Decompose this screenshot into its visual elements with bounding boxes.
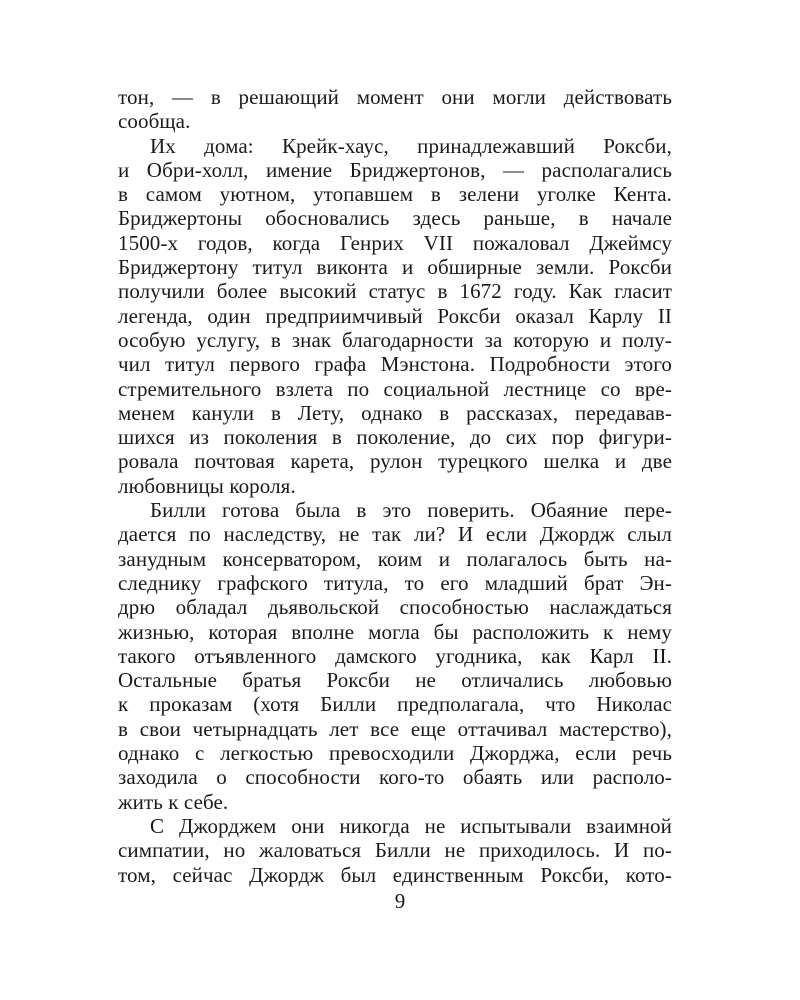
text-line: дрю обладал дьявольской способностью наслаждаться (118, 595, 672, 620)
paragraph (118, 134, 672, 498)
text-line: С Джорджем они никогда не испытывали взаимной (150, 813, 672, 838)
text-line: следнику графского титула, то его младший брат Эн- (118, 570, 672, 595)
text-line: ровала почтовая карета, рулон турецкого шелка и две (118, 449, 672, 474)
text-line: легенда, один предприимчивый Роксби оказал Карлу II (118, 303, 672, 328)
text-line: тон, — в решающий момент они могли действовать (118, 85, 672, 109)
paragraph (118, 814, 672, 887)
text-line: и Обри-холл, имение Бриджертонов, — располагались (118, 157, 672, 182)
page-body-text (118, 85, 672, 887)
text-line: жить к себе. (118, 789, 229, 814)
text-line: Бриджертону титул виконта и обширные земли. Роксби (118, 255, 672, 280)
text-line: к проказам (хотя Билли предполагала, что Николас (118, 692, 672, 717)
text-line: чил титул первого графа Мэнстона. Подробности этого (118, 352, 672, 377)
text-line: занудным консерватором, коим и полагалось быть на- (118, 546, 672, 571)
text-line: сообща. (118, 109, 191, 134)
text-line: Остальные братья Роксби не отличались любовью (118, 668, 672, 693)
text-line: заходила о способности кого-то обаять или располо- (118, 765, 672, 790)
text-line: 1500-х годов, когда Генрих VII пожаловал Джеймсу (118, 230, 672, 255)
text-line: Их дома: Крейк-хаус, принадлежавший Роксби, (150, 133, 672, 158)
text-line: однако с легкостью превосходили Джорджа, если речь (118, 741, 672, 766)
text-line: стремительного взлета по социальной лестнице со вре- (118, 376, 672, 401)
text-line: такого отъявленного дамского угодника, как Карл II. (118, 643, 672, 668)
text-line: том, сейчас Джордж был единственным Роксби, кото- (118, 862, 672, 887)
text-line: Бриджертоны обосновались здесь раньше, в начале (118, 206, 672, 231)
text-line: особую услугу, в знак благодарности за которую и полу- (118, 327, 672, 352)
text-line: в свои четырнадцать лет все еще оттачивал мастерство), (118, 716, 672, 741)
text-line: в самом уютном, утопавшем в зелени уголке Кента. (118, 182, 672, 207)
text-line: Билли готова была в это поверить. Обаяние пере- (150, 498, 672, 523)
text-line: менем канули в Лету, однако в рассказах, передавав- (118, 400, 672, 425)
text-line: любовницы короля. (118, 473, 296, 498)
text-line: шихся из поколения в поколение, до сих пор фигури- (118, 425, 672, 450)
paragraph (118, 85, 672, 134)
paragraph (118, 498, 672, 814)
text-line: симпатии, но жаловаться Билли не приходилось. И по- (118, 838, 672, 863)
page-number: 9 (394, 889, 406, 913)
text-line: получили более высокий статус в 1672 году. Как гласит (118, 279, 672, 304)
text-line: дается по наследству, не так ли? И если Джордж слыл (118, 522, 672, 547)
text-line: жизнью, которая вполне могла бы расположить к нему (118, 619, 672, 644)
